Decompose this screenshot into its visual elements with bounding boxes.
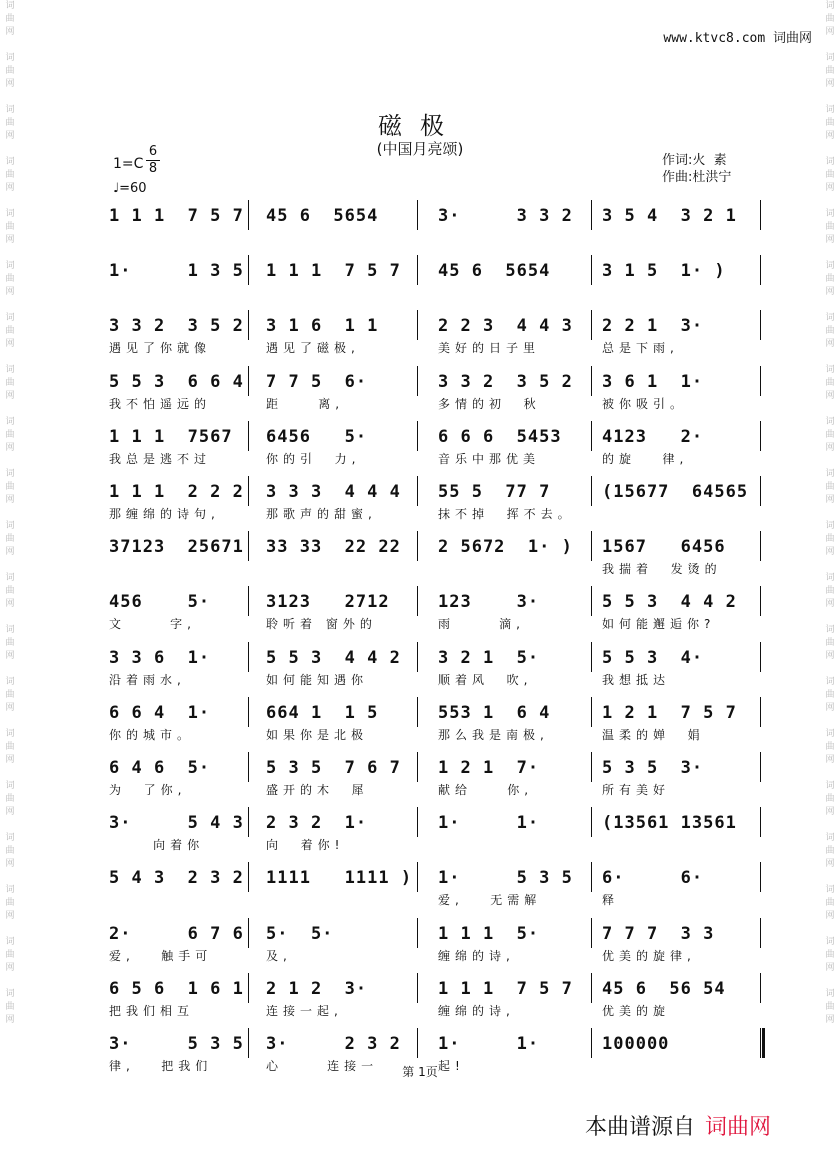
measure-notes: 1111 1111 ) (266, 868, 413, 889)
measure-notes: 5 5 3 4 4 2 (602, 592, 737, 613)
bar-line (248, 200, 249, 230)
measure-lyric: 把我们相互 (109, 1003, 195, 1018)
bar-line (760, 310, 761, 340)
measure-notes: 1567 6456 (602, 537, 726, 558)
measure-notes: 664 1 1 5 (266, 702, 379, 723)
measure-notes: 1 1 1 2 2 2 (109, 482, 244, 502)
measure-notes: 6 5 6 1 6 1 (109, 978, 244, 999)
source-brand-link[interactable]: 词曲网 (705, 1115, 772, 1140)
measure-notes: 1 1 1 7 5 7 (438, 978, 573, 999)
measure-lyric: 那么我是南极, (438, 727, 549, 742)
measure-notes: 3· 3 3 2 (438, 206, 573, 226)
bar-line (248, 366, 249, 396)
final-bar-line (762, 1028, 765, 1058)
measure-notes: 3· 5 4 3 (109, 813, 244, 834)
measure-notes: 45 6 56 54 (602, 978, 726, 999)
measure-lyric: 缠绵的诗, (438, 1003, 515, 1018)
measure-notes: 1 1 1 7567 (109, 426, 233, 447)
bar-line (591, 255, 592, 285)
bar-line (417, 862, 418, 892)
measure-notes: 3 2 1 5· (438, 647, 540, 668)
bar-line (760, 366, 761, 396)
measure-lyric: 盛开的木 犀 (266, 783, 369, 797)
measure-notes: 6· 6· (602, 868, 704, 889)
measure-lyric: 的旋 律, (602, 451, 689, 466)
score-line (105, 860, 765, 915)
bar-line (591, 973, 592, 1003)
measure-lyric: 聆听着 窗外的 (266, 617, 377, 632)
bar-line (248, 255, 249, 285)
measure-notes: 7 7 5 6· (266, 371, 368, 392)
bar-line (591, 310, 592, 340)
measure-notes: (13561 13561 (602, 813, 737, 834)
measure-notes: 553 1 6 4 (438, 702, 551, 723)
measure-lyric: 优美的旋律, (602, 948, 696, 963)
measure-notes: 1· 1· (438, 813, 540, 834)
score-line (105, 640, 765, 695)
bar-line (760, 642, 761, 672)
measure-notes: 2 1 2 3· (266, 978, 368, 999)
measure-lyric: 雨 滴, (438, 617, 525, 632)
measure-notes: 5 3 5 7 6 7 (266, 758, 401, 778)
measure-lyric: 遇见了你就像 (109, 341, 212, 356)
bar-line (248, 1028, 249, 1058)
bar-line (591, 918, 592, 948)
measure-lyric: 那缠绵的诗句, (109, 507, 220, 521)
bar-line (417, 310, 418, 340)
bar-line (417, 697, 418, 727)
measure-notes: (15677 64565 (602, 482, 749, 502)
measure-notes: 3 3 3 4 4 4 (266, 482, 401, 502)
measure-lyric: 文 字, (109, 617, 196, 632)
measure-lyric: 音乐中那优美 (438, 451, 541, 466)
measure-lyric: 优美的旋 (602, 1003, 671, 1018)
measure-lyric: 我想抵达 (602, 672, 671, 687)
bar-line (248, 476, 249, 506)
bar-line (248, 421, 249, 451)
measure-lyric: 那歌声的甜蜜, (266, 507, 377, 521)
measure-notes: 33 33 22 22 (266, 537, 401, 558)
measure-lyric: 缠绵的诗, (438, 948, 515, 963)
bar-line (248, 310, 249, 340)
bar-line (248, 531, 249, 561)
measure-lyric: 顺着风 吹, (438, 672, 533, 687)
measure-lyric: 我总是逃不过 (109, 451, 212, 466)
measure-lyric: 美好的日子里 (438, 341, 541, 356)
bar-line (591, 642, 592, 672)
bar-line (417, 1028, 418, 1058)
measure-notes: 123 3· (438, 592, 540, 613)
bar-line (591, 200, 592, 230)
measure-notes: 5 5 3 6 6 4 (109, 371, 244, 392)
score-line (105, 529, 765, 584)
measure-notes: 2· 6 7 6 (109, 923, 244, 944)
measure-notes: 2 2 3 4 4 3 (438, 316, 573, 337)
bar-line (760, 421, 761, 451)
measure-notes: 5 3 5 3· (602, 758, 704, 778)
bar-line (417, 973, 418, 1003)
bar-line (417, 255, 418, 285)
bar-line (417, 421, 418, 451)
measure-lyric: 及, (266, 948, 292, 963)
measure-notes: 6 6 4 1· (109, 702, 211, 723)
measure-lyric: 向 着你! (266, 838, 345, 853)
bar-line (760, 697, 761, 727)
measure-lyric: 温柔的婵 娟 (602, 727, 705, 742)
time-sig-top: 6 (148, 144, 158, 159)
site-url[interactable]: www.ktvc8.com 词曲网 (663, 31, 812, 46)
measure-notes: 1 1 1 5· (438, 923, 540, 944)
bar-line (417, 752, 418, 782)
bar-line (591, 366, 592, 396)
measure-notes: 1 1 1 7 5 7 (109, 206, 244, 226)
bar-line (760, 255, 761, 285)
left-watermark-strip: 词 曲 网 词 曲 网 词 曲 网 词 曲 网 词 曲 网 词 曲 网 词 曲 网 词 曲 网 词 曲 网 词 曲 网 词 曲 网 词 曲 网 词 曲 网 词 曲 网 词 曲 网 词 曲 网 词 曲 网 词 曲 网 词 曲 网 词 曲 网 (5, 1, 15, 1025)
score-line (105, 584, 765, 639)
bar-line (760, 200, 761, 230)
measure-lyric: 总是下雨, (602, 341, 679, 356)
source-prefix: 本曲谱源自 (585, 1115, 696, 1140)
measure-notes: 3123 2712 (266, 592, 390, 613)
measure-lyric: 起! (438, 1059, 465, 1073)
measure-notes: 7 7 7 3 3 (602, 923, 715, 944)
measure-lyric: 爱, 触手可 (109, 948, 213, 963)
measure-notes: 1· 1 3 5 (109, 261, 244, 282)
score-line (105, 364, 765, 419)
score-line (105, 308, 765, 363)
measure-notes: 100000 (602, 1034, 670, 1054)
measure-notes: 55 5 77 7 (438, 482, 551, 502)
measure-notes: 4123 2· (602, 426, 704, 447)
bar-line (248, 918, 249, 948)
bar-line (591, 697, 592, 727)
bar-line (417, 586, 418, 616)
measure-notes: 45 6 5654 (438, 261, 551, 282)
measure-notes: 5 5 3 4 4 2 (266, 647, 401, 668)
bar-line (760, 973, 761, 1003)
measure-lyric: 如何能邂逅你? (602, 617, 716, 632)
bar-line (417, 200, 418, 230)
composer: 作曲:杜洪宁 (662, 170, 732, 185)
measure-lyric: 为 了你, (109, 783, 187, 797)
time-sig-bottom: 8 (146, 160, 160, 177)
measure-lyric: 遇见了磁极, (266, 341, 360, 356)
bar-line (760, 531, 761, 561)
bar-line (760, 752, 761, 782)
measure-lyric: 释 (602, 893, 620, 908)
measure-lyric: 如果你是北极 (266, 727, 369, 742)
measure-notes: 6 6 6 5453 (438, 426, 562, 447)
measure-notes: 5· 5· (266, 923, 334, 944)
bar-line (248, 752, 249, 782)
score-line (105, 750, 765, 805)
bar-line (417, 531, 418, 561)
measure-notes: 5 5 3 4· (602, 647, 704, 668)
right-watermark-strip: 词 曲 网 词 曲 网 词 曲 网 词 曲 网 词 曲 网 词 曲 网 词 曲 网 词 曲 网 词 曲 网 词 曲 网 词 曲 网 词 曲 网 词 曲 网 词 曲 网 词 曲 网 词 曲 网 词 曲 网 词 曲 网 词 曲 网 词 曲 网 (825, 1, 835, 1025)
measure-notes: 37123 25671 (109, 537, 244, 558)
measure-notes: 3 3 2 3 5 2 (438, 371, 573, 392)
measure-lyric: 抹不掉 挥不去。 (438, 507, 575, 521)
measure-notes: 1 1 1 7 5 7 (266, 261, 401, 282)
bar-line (760, 586, 761, 616)
credits (662, 152, 731, 186)
measure-notes: 3 3 2 3 5 2 (109, 316, 244, 337)
measure-notes: 45 6 5654 (266, 206, 379, 226)
measure-lyric: 爱, 无需解 (438, 893, 542, 908)
measure-lyric: 律, 把我们 (109, 1059, 213, 1073)
source-credit (585, 1110, 771, 1141)
measure-lyric: 我揣着 发烫的 (602, 562, 722, 577)
measure-lyric: 距 离, (266, 396, 345, 411)
measure-lyric: 向着你 (109, 838, 205, 853)
bar-line (248, 973, 249, 1003)
bar-line (417, 366, 418, 396)
bar-line (417, 918, 418, 948)
bar-line (248, 586, 249, 616)
tempo-marking: ♩=60 (113, 181, 147, 196)
measure-notes: 2 3 2 1· (266, 813, 368, 834)
key-signature: 1=C (113, 156, 144, 172)
bar-line (760, 918, 761, 948)
bar-line (760, 476, 761, 506)
measure-notes: 2 5672 1· ) (438, 537, 573, 558)
score-line (105, 805, 765, 860)
measure-notes: 6456 5· (266, 426, 368, 447)
measure-lyric: 你的城市。 (109, 727, 195, 742)
bar-line (248, 697, 249, 727)
measure-notes: 3 5 4 3 2 1 (602, 206, 737, 226)
measure-lyric: 连接一起, (266, 1003, 343, 1018)
measure-lyric: 所有美好 (602, 783, 671, 797)
bar-line (760, 862, 761, 892)
bar-line (591, 1028, 592, 1058)
bar-line (591, 586, 592, 616)
measure-notes: 3 1 6 1 1 (266, 316, 379, 337)
measure-notes: 3 1 5 1· ) (602, 261, 726, 282)
bar-line (248, 807, 249, 837)
measure-notes: 3 3 6 1· (109, 647, 211, 668)
bar-line (591, 421, 592, 451)
score-line (105, 198, 765, 253)
page-number: 第 1页 (402, 1065, 438, 1079)
score-line (105, 695, 765, 750)
time-signature (146, 144, 160, 177)
bar-line (248, 862, 249, 892)
bar-line (591, 531, 592, 561)
measure-notes: 1· 5 3 5 (438, 868, 573, 889)
measure-notes: 3· 2 3 2 (266, 1034, 401, 1054)
measure-notes: 1 2 1 7· (438, 758, 540, 778)
measure-lyric: 心 连接一 (266, 1059, 379, 1073)
song-title: 磁极 (378, 112, 462, 140)
score-line (105, 971, 765, 1026)
measure-notes: 1· 1· (438, 1034, 540, 1054)
bar-line (591, 807, 592, 837)
bar-line (417, 476, 418, 506)
measure-notes: 6 4 6 5· (109, 758, 211, 778)
measure-lyric: 你的引 力, (266, 451, 361, 466)
measure-notes: 3 6 1 1· (602, 371, 704, 392)
score-line (105, 916, 765, 971)
measure-notes: 456 5· (109, 592, 211, 613)
lyricist: 作词:火 素 (662, 153, 727, 168)
score-line (105, 253, 765, 308)
measure-lyric: 沿着雨水, (109, 672, 186, 687)
bar-line (417, 642, 418, 672)
song-subtitle: (中国月亮颂) (376, 140, 464, 158)
measure-lyric: 我不怕遥远的 (109, 396, 212, 411)
bar-line (248, 642, 249, 672)
bar-line (591, 862, 592, 892)
measure-notes: 3· 5 3 5 (109, 1034, 244, 1054)
measure-notes: 2 2 1 3· (602, 316, 704, 337)
bar-line (591, 752, 592, 782)
bar-line (760, 807, 761, 837)
bar-line (591, 476, 592, 506)
score-line (105, 419, 765, 474)
measure-lyric: 被你吸引。 (602, 396, 688, 411)
measure-notes: 1 2 1 7 5 7 (602, 702, 737, 723)
measure-lyric: 如何能知遇你 (266, 672, 369, 687)
bar-line (760, 1028, 761, 1058)
measure-notes: 5 4 3 2 3 2 (109, 868, 244, 889)
score-line (105, 474, 765, 529)
measure-lyric: 多情的初 秋 (438, 396, 541, 411)
bar-line (417, 807, 418, 837)
measure-lyric: 献给 你, (438, 783, 534, 797)
